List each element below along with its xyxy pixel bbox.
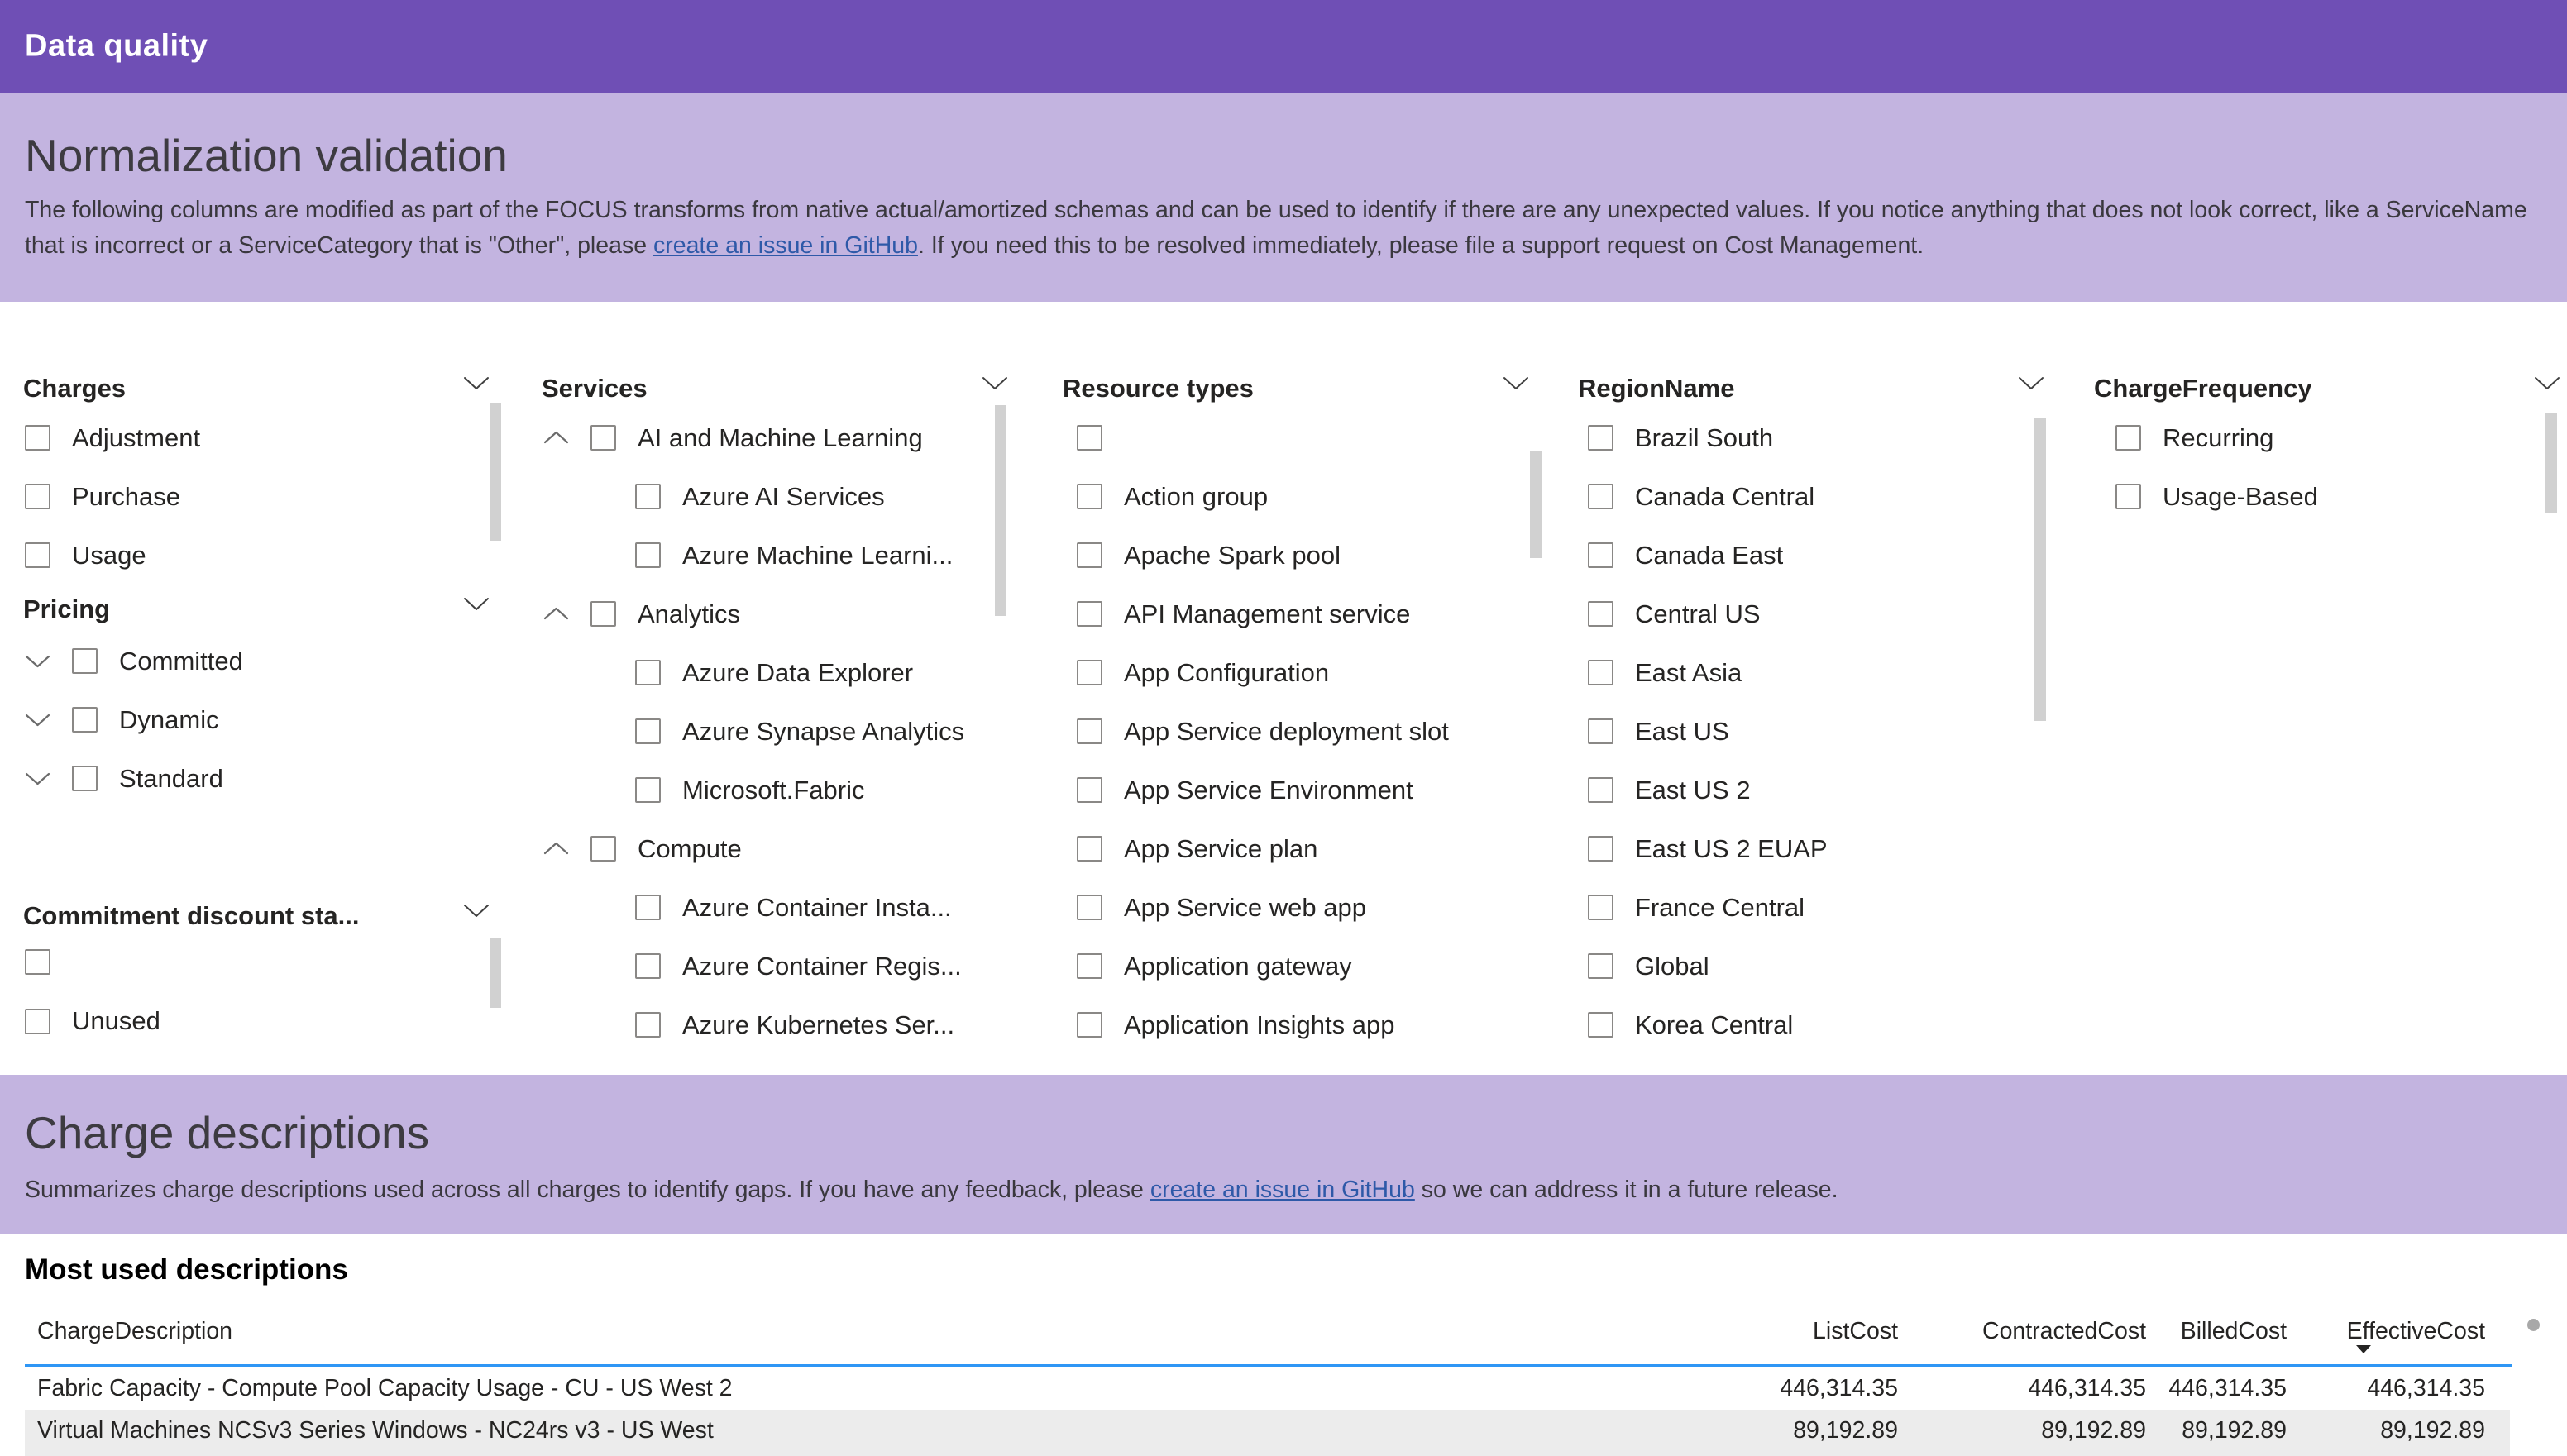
cell-value: 89,192.89 xyxy=(1793,1417,1898,1444)
table-row[interactable] xyxy=(25,1368,2510,1410)
filter-item-label: Application gateway xyxy=(1124,951,1352,981)
filter-item-label: Azure Kubernetes Ser... xyxy=(682,1010,955,1039)
cell-charge-description: Fabric Capacity - Compute Pool Capacity Usage - CU - US West 2 xyxy=(37,1375,733,1401)
filter-item[interactable] xyxy=(1578,819,2049,878)
filter-item-list xyxy=(1578,408,2049,1054)
filter-item-label: Analytics xyxy=(638,599,741,628)
checkbox[interactable] xyxy=(590,601,616,627)
scrollbar-thumb[interactable] xyxy=(2034,418,2046,721)
cell-value: 446,314.35 xyxy=(2168,1375,2287,1401)
filter-item[interactable] xyxy=(542,761,1013,819)
filter-item[interactable] xyxy=(23,690,495,749)
checkbox[interactable] xyxy=(25,542,50,568)
filter-item[interactable] xyxy=(23,467,495,526)
cell-value: 446,314.35 xyxy=(2367,1375,2485,1401)
checkbox[interactable] xyxy=(1077,836,1102,862)
filter-item-label: Apache Spark pool xyxy=(1124,540,1341,570)
table-row[interactable] xyxy=(25,1410,2510,1456)
filter-item[interactable] xyxy=(1578,937,2049,995)
chevron-up-icon[interactable] xyxy=(543,842,571,856)
filter-item-label: API Management service xyxy=(1124,599,1411,628)
checkbox[interactable] xyxy=(1588,777,1613,803)
checkbox[interactable] xyxy=(72,648,98,674)
cell-value: 446,314.35 xyxy=(1780,1375,1898,1401)
checkbox[interactable] xyxy=(1588,542,1613,568)
checkbox[interactable] xyxy=(2115,484,2141,509)
section-description xyxy=(25,193,2551,264)
filter-item-list xyxy=(23,408,495,585)
filter-item-label: Usage-Based xyxy=(2163,481,2318,511)
filter-item-label: France Central xyxy=(1635,892,1805,922)
filter-item[interactable] xyxy=(23,526,495,585)
filter-item-label: Adjustment xyxy=(72,422,201,452)
filter-item[interactable] xyxy=(23,408,495,467)
filter-item-label: Committed xyxy=(119,646,243,675)
checkbox[interactable] xyxy=(25,484,50,509)
column-header-billedcost[interactable]: BilledCost xyxy=(2180,1318,2287,1344)
filter-item[interactable] xyxy=(542,702,1013,761)
filter-item[interactable] xyxy=(542,819,1013,878)
filter-item[interactable] xyxy=(1063,761,1534,819)
checkbox[interactable] xyxy=(1077,542,1102,568)
scrollbar-thumb[interactable] xyxy=(490,403,501,541)
app-header xyxy=(0,0,2567,93)
checkbox[interactable] xyxy=(1588,836,1613,862)
filter-item-label: Action group xyxy=(1124,481,1269,511)
filter-item-list xyxy=(2094,408,2565,526)
github-link[interactable]: create an issue in GitHub xyxy=(653,232,918,259)
filter-item-label: Usage xyxy=(72,540,146,570)
checkbox[interactable] xyxy=(2115,425,2141,451)
filter-item-label: Azure AI Services xyxy=(682,481,885,511)
chevron-down-icon[interactable] xyxy=(1503,375,1529,390)
table-header-divider xyxy=(25,1364,2512,1367)
filter-item-label: Brazil South xyxy=(1635,422,1774,452)
filter-item[interactable] xyxy=(23,991,495,1051)
checkbox[interactable] xyxy=(635,718,661,744)
filter-item[interactable] xyxy=(1578,761,2049,819)
chevron-down-icon[interactable] xyxy=(463,375,490,390)
chevron-down-icon[interactable] xyxy=(2534,375,2560,390)
table-scrollbar-thumb[interactable] xyxy=(2527,1319,2540,1331)
checkbox[interactable] xyxy=(1077,895,1102,920)
checkbox[interactable] xyxy=(72,766,98,791)
filter-item-list xyxy=(23,932,495,1051)
filter-item-label: Global xyxy=(1635,951,1709,981)
column-header-listcost[interactable]: ListCost xyxy=(1813,1318,1898,1344)
checkbox[interactable] xyxy=(1588,660,1613,685)
description-text: The following columns are modified as part of the FOCUS transforms from native actual/amortized schemas and can be used to identify if there are any unexpected values. If you notice anything that does not look correct, like a ServiceName that is incorrect or a ServiceCategory that is "Other", please xyxy=(25,197,2527,259)
chevron-down-icon[interactable] xyxy=(25,713,53,727)
filter-item-label: East US 2 EUAP xyxy=(1635,833,1828,863)
chevron-down-icon[interactable] xyxy=(25,771,53,785)
filter-item-label: App Service web app xyxy=(1124,892,1366,922)
charge-descriptions-section xyxy=(0,1075,2567,1234)
filter-card-title: Resource types xyxy=(1063,374,1254,403)
filter-item[interactable] xyxy=(1578,467,2049,526)
checkbox[interactable] xyxy=(635,1012,661,1038)
filter-item-label: Application Insights app xyxy=(1124,1010,1395,1039)
filter-item[interactable] xyxy=(23,749,495,808)
checkbox[interactable] xyxy=(635,484,661,509)
cell-value: 446,314.35 xyxy=(2028,1375,2146,1401)
filter-item-list xyxy=(542,408,1013,1054)
section-title: Normalization validation xyxy=(25,130,508,181)
filter-item-label: East Asia xyxy=(1635,657,1742,687)
scrollbar-thumb[interactable] xyxy=(995,405,1006,616)
filter-item[interactable] xyxy=(542,643,1013,702)
chevron-up-icon[interactable] xyxy=(543,431,571,445)
filter-item-label: Azure Container Insta... xyxy=(682,892,952,922)
filter-item[interactable] xyxy=(1063,702,1534,761)
chevron-down-icon[interactable] xyxy=(463,903,490,918)
filter-card-title: Pricing xyxy=(23,594,111,623)
filter-item-label: Unused xyxy=(72,1006,160,1035)
filter-item[interactable] xyxy=(1063,878,1534,937)
checkbox[interactable] xyxy=(1588,953,1613,979)
filter-item[interactable] xyxy=(542,526,1013,585)
filter-item[interactable] xyxy=(23,932,495,991)
filter-item[interactable] xyxy=(542,937,1013,995)
filter-item-label: Azure Machine Learni... xyxy=(682,540,954,570)
table-header-row xyxy=(25,1306,2510,1356)
filter-item-list xyxy=(1063,408,1534,1054)
filter-card-title: Commitment discount sta... xyxy=(23,901,360,930)
github-link[interactable]: create an issue in GitHub xyxy=(1150,1177,1415,1203)
chevron-down-icon[interactable] xyxy=(982,375,1008,390)
section-title: Charge descriptions xyxy=(25,1107,430,1158)
cell-value: 89,192.89 xyxy=(2041,1417,2146,1444)
filter-item[interactable] xyxy=(542,585,1013,643)
filter-item-label: AI and Machine Learning xyxy=(638,422,923,452)
filter-item-label: Azure Container Regis... xyxy=(682,951,962,981)
filter-card-title: RegionName xyxy=(1578,374,1735,403)
checkbox[interactable] xyxy=(25,949,50,975)
cell-value: 89,192.89 xyxy=(2182,1417,2287,1444)
checkbox[interactable] xyxy=(635,953,661,979)
checkbox[interactable] xyxy=(1588,425,1613,451)
checkbox[interactable] xyxy=(635,660,661,685)
filter-item-label: App Service deployment slot xyxy=(1124,716,1449,746)
chevron-down-icon[interactable] xyxy=(463,596,490,611)
filter-item-list xyxy=(23,632,495,808)
checkbox[interactable] xyxy=(1588,718,1613,744)
page-title: Data quality xyxy=(25,28,208,64)
filter-item[interactable] xyxy=(1063,937,1534,995)
filter-item[interactable] xyxy=(1063,408,1534,467)
filter-card-header xyxy=(542,374,1013,408)
chevron-down-icon[interactable] xyxy=(25,654,53,668)
filter-item[interactable] xyxy=(542,408,1013,467)
filter-item[interactable] xyxy=(2094,467,2565,526)
filter-item-label: Central US xyxy=(1635,599,1761,628)
scrollbar-thumb[interactable] xyxy=(1530,451,1542,558)
filter-item[interactable] xyxy=(542,995,1013,1054)
filter-card-header xyxy=(1063,374,1534,408)
checkbox[interactable] xyxy=(635,895,661,920)
filter-card-header xyxy=(2094,374,2565,408)
filter-item-label: App Service plan xyxy=(1124,833,1318,863)
filter-card-title: Charges xyxy=(23,374,127,403)
filter-item[interactable] xyxy=(1578,585,2049,643)
checkbox[interactable] xyxy=(1077,718,1102,744)
chevron-up-icon[interactable] xyxy=(543,607,571,621)
filter-item-label: Recurring xyxy=(2163,422,2274,452)
checkbox[interactable] xyxy=(1588,895,1613,920)
filter-card-header xyxy=(1578,374,2049,408)
checkbox[interactable] xyxy=(25,1009,50,1034)
cell-value: 89,192.89 xyxy=(2380,1417,2485,1444)
filter-item[interactable] xyxy=(1063,467,1534,526)
filter-item[interactable] xyxy=(2094,408,2565,467)
filter-item-label: Canada East xyxy=(1635,540,1784,570)
checkbox[interactable] xyxy=(25,425,50,451)
filter-item[interactable] xyxy=(1063,643,1534,702)
checkbox[interactable] xyxy=(1588,1012,1613,1038)
checkbox[interactable] xyxy=(1077,425,1102,451)
checkbox[interactable] xyxy=(72,707,98,733)
filter-item-label: Standard xyxy=(119,763,223,793)
filter-item[interactable] xyxy=(1578,878,2049,937)
filter-item[interactable] xyxy=(1063,995,1534,1054)
chevron-down-icon[interactable] xyxy=(2018,375,2044,390)
section-description xyxy=(25,1172,2551,1208)
sort-descending-icon xyxy=(2356,1345,2371,1353)
column-header-chargedescription[interactable]: ChargeDescription xyxy=(37,1318,233,1344)
filter-card-header xyxy=(23,901,495,936)
checkbox[interactable] xyxy=(1077,660,1102,685)
filter-item[interactable] xyxy=(1578,526,2049,585)
filter-card-title: Services xyxy=(542,374,648,403)
column-header-contractedcost[interactable]: ContractedCost xyxy=(1981,1318,2146,1344)
description-text: . If you need this to be resolved immediately, please file a support request on Cost Management. xyxy=(917,232,1924,259)
filter-item[interactable] xyxy=(1578,408,2049,467)
checkbox[interactable] xyxy=(1077,953,1102,979)
checkbox[interactable] xyxy=(1077,601,1102,627)
checkbox[interactable] xyxy=(1588,601,1613,627)
filter-item-label: Canada Central xyxy=(1635,481,1815,511)
checkbox[interactable] xyxy=(590,425,616,451)
checkbox[interactable] xyxy=(635,542,661,568)
checkbox[interactable] xyxy=(1588,484,1613,509)
filter-item-label: App Service Environment xyxy=(1124,775,1413,804)
cell-charge-description: Virtual Machines NCSv3 Series Windows - NC24rs v3 - US West xyxy=(37,1417,714,1444)
filter-item-label: East US xyxy=(1635,716,1729,746)
checkbox[interactable] xyxy=(1077,484,1102,509)
filter-item[interactable] xyxy=(1578,995,2049,1054)
filter-item[interactable] xyxy=(542,467,1013,526)
description-text: Summarizes charge descriptions used across all charges to identify gaps. If you have any feedback, please xyxy=(25,1177,1150,1203)
filter-item-label: Korea Central xyxy=(1635,1010,1794,1039)
filter-item[interactable] xyxy=(1063,819,1534,878)
table-title: Most used descriptions xyxy=(25,1253,348,1286)
filter-item-label: Azure Synapse Analytics xyxy=(682,716,965,746)
normalization-validation-section xyxy=(0,93,2567,302)
checkbox[interactable] xyxy=(590,836,616,862)
checkbox[interactable] xyxy=(1077,777,1102,803)
filter-item-label: Compute xyxy=(638,833,742,863)
checkbox[interactable] xyxy=(635,777,661,803)
filter-item-label: East US 2 xyxy=(1635,775,1751,804)
filter-item[interactable] xyxy=(1063,526,1534,585)
scrollbar-thumb[interactable] xyxy=(490,938,501,1008)
filter-card-header xyxy=(23,374,495,408)
scrollbar-thumb[interactable] xyxy=(2545,413,2557,513)
filter-item-label: Dynamic xyxy=(119,704,219,734)
filter-item[interactable] xyxy=(542,878,1013,937)
filter-item-label: Microsoft.Fabric xyxy=(682,775,865,804)
filter-item[interactable] xyxy=(23,632,495,690)
filter-card-title: ChargeFrequency xyxy=(2094,374,2312,403)
filter-item-label: App Configuration xyxy=(1124,657,1330,687)
column-header-effectivecost[interactable]: EffectiveCost xyxy=(2346,1318,2485,1344)
checkbox[interactable] xyxy=(1077,1012,1102,1038)
description-text: so we can address it in a future release. xyxy=(1414,1177,1838,1203)
filter-item[interactable] xyxy=(1578,643,2049,702)
filter-item[interactable] xyxy=(1063,585,1534,643)
filter-item-label: Azure Data Explorer xyxy=(682,657,914,687)
filter-item[interactable] xyxy=(1578,702,2049,761)
filter-card-header xyxy=(23,594,495,629)
filter-item-label: Purchase xyxy=(72,481,180,511)
